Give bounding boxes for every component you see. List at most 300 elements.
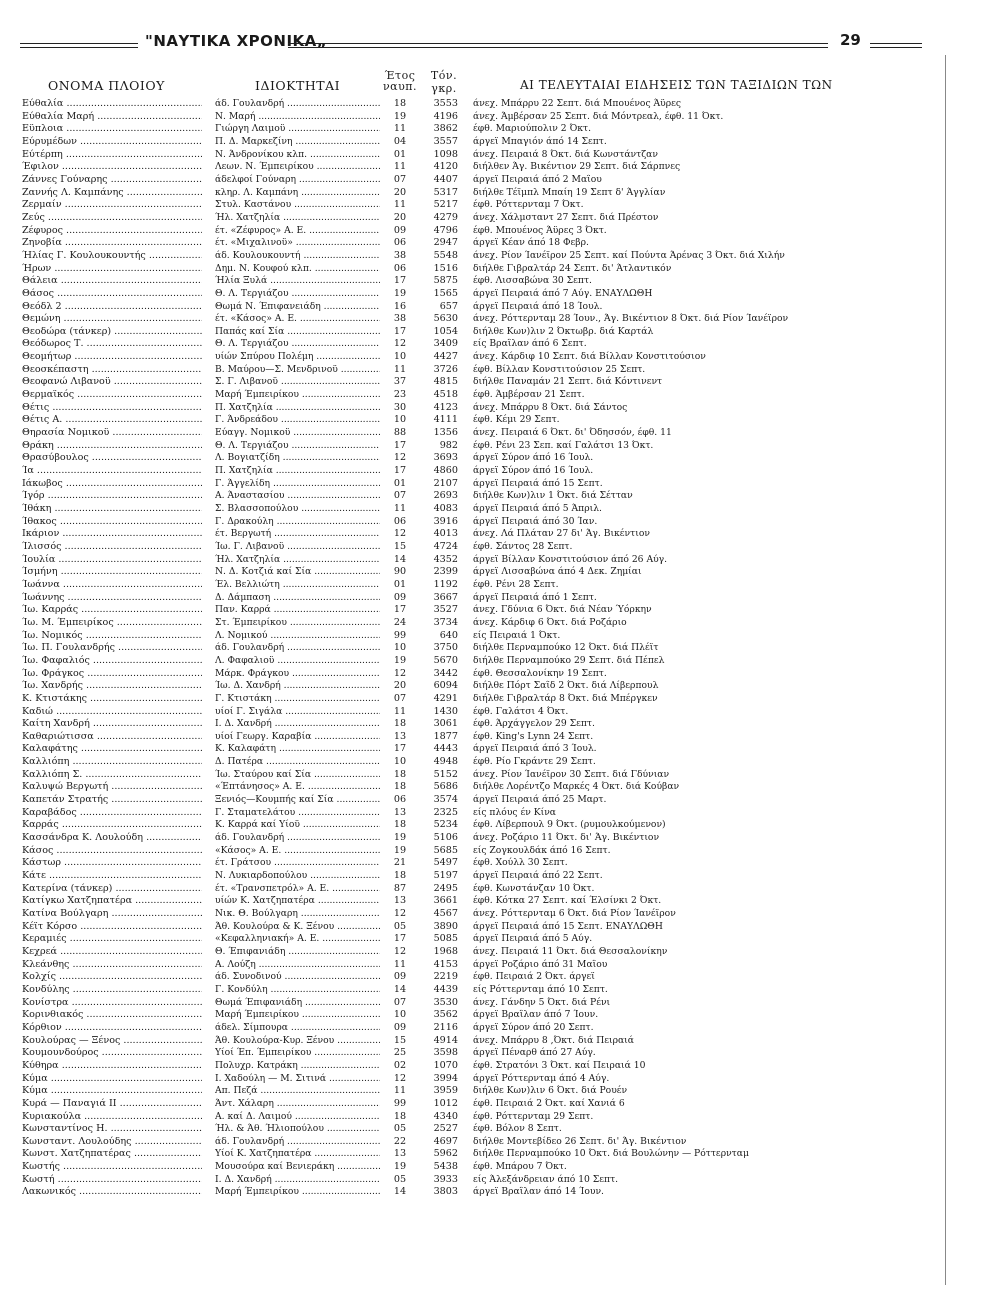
table-row (0, 364, 1000, 377)
ship-owner: άδ. Κουλουκουντή ..... (215, 250, 380, 263)
build-year: 09 (393, 1021, 407, 1033)
table-row (0, 1009, 1000, 1022)
column-header-year-line1: Έτος (384, 69, 416, 82)
gross-tonnage: 5497 (433, 857, 458, 869)
gross-tonnage: 1070 (433, 1059, 458, 1071)
gross-tonnage: 5630 (433, 313, 458, 325)
ship-name: Ήλίας Γ. Κουλουκουντής ..... (22, 250, 202, 263)
latest-voyage-news: άργεϊ Πέναρθ άπό 27 Αύγ. (473, 1047, 596, 1059)
table-row (0, 174, 1000, 187)
latest-voyage-news: άνεχ. Λά Πλάταν 27 δι' Άγ. Βικέντιον (473, 528, 650, 540)
gross-tonnage: 4796 (433, 224, 458, 236)
build-year: 20 (393, 211, 407, 223)
table-row (0, 731, 1000, 744)
table-row (0, 326, 1000, 339)
latest-voyage-news: διήλθε Περναμπούκο 10 Όκτ. διά Βουλώνην — Ρόττερνταμ (473, 1148, 749, 1160)
ship-owner: Λ. Νομικού ..... (215, 630, 380, 643)
build-year: 10 (393, 351, 407, 363)
table-row (0, 1035, 1000, 1048)
ship-owner: Θ. Λ. Τεργιάζου ..... (215, 440, 380, 453)
build-year: 12 (393, 908, 407, 919)
ship-owner: Μαρή Έμπειρίκου ..... (215, 1009, 380, 1022)
gross-tonnage: 3574 (433, 794, 458, 806)
table-row (0, 604, 1000, 617)
ship-name: Κεραμιές ..... (22, 933, 202, 946)
table-row (0, 933, 1000, 946)
ship-owner: Ν. Μαρή ..... (215, 111, 380, 124)
gross-tonnage: 3442 (433, 667, 458, 679)
gross-tonnage: 4815 (433, 376, 458, 388)
build-year: 05 (393, 1123, 407, 1135)
latest-voyage-news: είς Πειραιά 1 Όκτ. (473, 629, 561, 641)
build-year: 06 (393, 794, 407, 806)
gross-tonnage: 2947 (433, 237, 458, 249)
table-row (0, 123, 1000, 136)
ship-owner: Γ. Δρακούλη ..... (215, 516, 380, 529)
latest-voyage-news: άνεχ. Πειραιά 6 Όκτ. δι' Όδησσόν, έφθ. 11 (473, 427, 672, 439)
table-row (0, 465, 1000, 478)
table-row (0, 870, 1000, 883)
build-year: 11 (393, 705, 407, 717)
gross-tonnage: 4567 (433, 908, 458, 919)
gross-tonnage: 1877 (433, 730, 458, 742)
ship-name: Κωστής ..... (22, 1161, 202, 1174)
table-row (0, 237, 1000, 250)
gross-tonnage: 4340 (433, 1110, 458, 1122)
build-year: 11 (393, 958, 407, 970)
gross-tonnage: 2116 (433, 1021, 458, 1033)
ship-name: Κλεάνθης ..... (22, 959, 202, 972)
table-row (0, 921, 1000, 934)
ship-name: Θεόδλ 2 ..... (22, 301, 202, 314)
gross-tonnage: 4120 (433, 161, 458, 173)
header-rule-left (20, 43, 138, 48)
ship-name: Κύμα ..... (22, 1085, 202, 1098)
ship-name: Κατερίνα (τάνκερ) ..... (22, 883, 202, 896)
ship-owner: Παπάς καί Σία ..... (215, 326, 380, 339)
ship-owner: υίοί Γεωργ. Καραβία ..... (215, 731, 380, 744)
table-row (0, 149, 1000, 162)
ship-owner: Δ. Πατέρα ..... (215, 756, 380, 769)
table-row (0, 997, 1000, 1010)
table-row (0, 680, 1000, 693)
ship-name: Θρασύβουλος ..... (22, 452, 202, 465)
latest-voyage-news: άνεχ. Πειραιά 11 Όκτ. διά Θεσσαλονίκην (473, 945, 668, 957)
table-row (0, 136, 1000, 149)
ship-name: Εύθαλία Μαρή ..... (22, 111, 202, 124)
table-row (0, 832, 1000, 845)
ship-name: Έφιλον ..... (22, 161, 202, 174)
gross-tonnage: 4279 (433, 211, 458, 223)
build-year: 07 (393, 490, 407, 502)
table-row (0, 478, 1000, 491)
table-row (0, 756, 1000, 769)
ship-owner: έτ. «Μιχαλινοϋ» ..... (215, 237, 380, 250)
build-year: 17 (393, 933, 407, 945)
ship-owner: Ι. Δ. Χανδρή ..... (215, 718, 380, 731)
ship-name: Ίσμήνη ..... (22, 566, 202, 579)
ship-owner: Γ. Άγγελίδη ..... (215, 478, 380, 491)
latest-voyage-news: άνεχ. Κάρδιφ 6 Όκτ. διά Ροζάριο (473, 616, 627, 628)
table-row (0, 959, 1000, 972)
build-year: 12 (393, 945, 407, 957)
gross-tonnage: 5962 (433, 1148, 458, 1160)
build-year: 09 (393, 971, 407, 983)
latest-voyage-news: άνεχ. Ροζάριο 11 Όκτ. δι' Άγ. Βικέντιον (473, 832, 660, 844)
gross-tonnage: 5217 (433, 199, 458, 211)
gross-tonnage: 1054 (433, 325, 458, 337)
ship-owner: Κ. Καλαφάτη ..... (215, 743, 380, 756)
ship-owner: Απ. Πεζά ..... (215, 1085, 380, 1098)
ship-owner: Ξενιός—Κουμπής καί Σία ..... (215, 794, 380, 807)
gross-tonnage: 4443 (433, 743, 458, 755)
ship-name: Θεμώνη ..... (22, 313, 202, 326)
gross-tonnage: 4013 (433, 528, 458, 540)
ship-owner: Άθ. Κουλούρα & Κ. Ξένου ..... (215, 921, 380, 934)
table-row (0, 845, 1000, 858)
latest-voyage-news: διήλθε Παναμάν 21 Σεπτ. διά Κόντινεντ (473, 376, 663, 388)
gross-tonnage: 3527 (433, 604, 458, 616)
ship-owner: Γ. Κτιστάκη ..... (215, 693, 380, 706)
latest-voyage-news: διήλθε Τέϊμπλ Μπαίη 19 Σεπτ δ' Άγγλίαν (473, 186, 666, 198)
build-year: 25 (393, 1047, 407, 1059)
gross-tonnage: 3862 (433, 123, 458, 135)
table-row (0, 516, 1000, 529)
build-year: 19 (393, 832, 407, 844)
table-row (0, 642, 1000, 655)
build-year: 12 (393, 667, 407, 679)
ship-owner: Κ. Καρρά καί Υίοϋ ..... (215, 819, 380, 832)
ship-owner: άδελ. Σίμπουρα ..... (215, 1022, 380, 1035)
table-row (0, 1060, 1000, 1073)
latest-voyage-news: διήλθε Γιβραλτάρ 8 Όκτ. διά Μπέργκεν (473, 692, 658, 704)
ship-name: Κουλούρας — Ξένος ..... (22, 1035, 202, 1048)
ship-name: Θέτις Α. ..... (22, 414, 202, 427)
table-row (0, 288, 1000, 301)
latest-voyage-news: διήλθε Γιβραλτάρ 24 Σεπτ. δι' Άτλαντικόν (473, 262, 672, 274)
build-year: 90 (393, 566, 407, 578)
build-year: 12 (393, 338, 407, 350)
build-year: 17 (393, 604, 407, 616)
table-row (0, 554, 1000, 567)
ship-name: Ίω. Φαφαλιός ..... (22, 655, 202, 668)
ships-table (0, 98, 1000, 1199)
table-row (0, 199, 1000, 212)
gross-tonnage: 3890 (433, 920, 458, 932)
ship-name: Εύτέρπη ..... (22, 149, 202, 162)
ship-name: Ίω. Μ. Έμπειρίκος ..... (22, 617, 202, 630)
latest-voyage-news: άργεϊ Πειραιά άπό 7 Αύγ. ΕΝΑΥΛΩΘΗ (473, 287, 653, 299)
latest-voyage-news: έφθ. King's Lynn 24 Σεπτ. (473, 730, 594, 742)
ship-name: Κατίγκω Χατζηπατέρα ..... (22, 895, 202, 908)
gross-tonnage: 3562 (433, 1009, 458, 1021)
build-year: 01 (393, 477, 407, 489)
latest-voyage-news: έφθ. Ρίο Γκράντε 29 Σεπτ. (473, 756, 596, 768)
magazine-title: "ΝΑΥΤΙΚΑ ΧΡΟΝΙΚΑ„ (145, 32, 328, 50)
latest-voyage-news: άργεϊ Πειραιά άπό 5 Αύγ. (473, 933, 593, 945)
table-row (0, 883, 1000, 896)
latest-voyage-news: άνεχ. Μπάρρυ 8 Όκτ. διά Σάντος (473, 401, 628, 413)
gross-tonnage: 5685 (433, 844, 458, 856)
table-row (0, 1186, 1000, 1199)
latest-voyage-news: είς Ζογκουλδάκ άπό 16 Σεπτ. (473, 844, 611, 856)
ship-name: Κορινθιακός ..... (22, 1009, 202, 1022)
gross-tonnage: 3933 (433, 1173, 458, 1185)
ship-name: Ζέφυρος ..... (22, 225, 202, 238)
table-row (0, 528, 1000, 541)
table-row (0, 1098, 1000, 1111)
ship-owner: έτ. «Κάσος» Α. Ε. ..... (215, 313, 380, 326)
table-row (0, 1111, 1000, 1124)
ship-owner: Εύαγγ. Νομικοϋ ..... (215, 427, 380, 440)
build-year: 18 (393, 1110, 407, 1122)
build-year: 06 (393, 515, 407, 527)
table-row (0, 718, 1000, 731)
ship-name: Ίουλία ..... (22, 554, 202, 567)
ship-name: Κ. Κτιστάκης ..... (22, 693, 202, 706)
ship-owner: Σ. Γ. Λιβανοϋ ..... (215, 376, 380, 389)
latest-voyage-news: άργεϊ Σύρον άπό 16 Ίουλ. (473, 452, 594, 464)
latest-voyage-news: άργεϊ Ροζάριο άπό 31 Μαΐου (473, 958, 608, 970)
gross-tonnage: 3994 (433, 1072, 458, 1084)
gross-tonnage: 5085 (433, 933, 458, 945)
gross-tonnage: 3959 (433, 1085, 458, 1097)
gross-tonnage: 5197 (433, 870, 458, 882)
ship-owner: Πολυχρ. Κατράκη ..... (215, 1060, 380, 1073)
build-year: 18 (393, 98, 407, 109)
ship-owner: Θ. Λ. Τεργιάζου ..... (215, 288, 380, 301)
ship-name: Κωνσταντ. Λουλούδης ..... (22, 1136, 202, 1149)
latest-voyage-news: έφθ. Μαριούπολιν 2 Όκτ. (473, 123, 591, 135)
build-year: 13 (393, 895, 407, 907)
ship-name: Εύθαλία ..... (22, 98, 202, 111)
build-year: 19 (393, 654, 407, 666)
gross-tonnage: 5317 (433, 186, 458, 198)
table-row (0, 807, 1000, 820)
ship-name: Ίωάννης ..... (22, 592, 202, 605)
build-year: 07 (393, 996, 407, 1008)
gross-tonnage: 4196 (433, 110, 458, 122)
ship-owner: Γ. Κονδύλη ..... (215, 984, 380, 997)
ship-owner: Υίοί Κ. Χατζηπατέρα ..... (215, 1148, 380, 1161)
table-row (0, 250, 1000, 263)
ship-name: Θάσος ..... (22, 288, 202, 301)
build-year: 05 (393, 1173, 407, 1185)
build-year: 14 (393, 1186, 407, 1198)
ship-name: Καίτη Χανδρή ..... (22, 718, 202, 731)
table-row (0, 351, 1000, 364)
ship-name: Καραβάδος ..... (22, 807, 202, 820)
table-row (0, 617, 1000, 630)
gross-tonnage: 5234 (433, 819, 458, 831)
ship-owner: Γ. Άνδρεάδου ..... (215, 414, 380, 427)
latest-voyage-news: άργεϊ Πειραιά άπό 30 Ίαν. (473, 515, 598, 527)
build-year: 11 (393, 363, 407, 375)
ship-name: Θεόδωρος Τ. ..... (22, 338, 202, 351)
ship-owner: Μαρή Έμπειρίκου ..... (215, 389, 380, 402)
latest-voyage-news: άνεχ. Ρίον Ίανέϊρον 25 Σεπτ. καί Πούντα Άρένας 3 Όκτ. διά Χιλήν (473, 249, 785, 261)
ship-name: Καλαφάτης ..... (22, 743, 202, 756)
latest-voyage-news: άργεϊ Πειραιά άπό 15 Σεπτ. ΕΝΑΥΛΩΘΗ (473, 920, 663, 932)
build-year: 02 (393, 1059, 407, 1071)
ship-name: Θερμαϊκός ..... (22, 389, 202, 402)
latest-voyage-news: έφθ. Βόλον 8 Σεπτ. (473, 1123, 562, 1135)
build-year: 19 (393, 1161, 407, 1173)
gross-tonnage: 5106 (433, 832, 458, 844)
ship-name: Κέϊτ Κόρσο ..... (22, 921, 202, 934)
gross-tonnage: 657 (439, 300, 458, 312)
ship-name: Θέτις ..... (22, 402, 202, 415)
build-year: 99 (393, 629, 407, 641)
ship-owner: Λεων. Ν. Έμπειρίκου ..... (215, 161, 380, 174)
ship-owner: Θωμά Έπιφανιάδη ..... (215, 997, 380, 1010)
table-row (0, 1148, 1000, 1161)
ship-owner: Α. καί Δ. Λαιμού ..... (215, 1111, 380, 1124)
ship-name: Καλλιόπη ..... (22, 756, 202, 769)
latest-voyage-news: άργεϊ Ρόττερνταμ άπό 4 Αύγ. (473, 1072, 610, 1084)
ship-owner: υίών Κ. Χατζηπατέρα ..... (215, 895, 380, 908)
latest-voyage-news: έφθ. Ρένι 28 Σεπτ. (473, 578, 559, 590)
build-year: 07 (393, 173, 407, 185)
gross-tonnage: 3557 (433, 135, 458, 147)
ship-owner: Π. Δ. Μαρκεζίνη ..... (215, 136, 380, 149)
latest-voyage-news: έφθ. Γαλάτσι 4 Όκτ. (473, 705, 569, 717)
table-row (0, 668, 1000, 681)
gross-tonnage: 4860 (433, 465, 458, 477)
build-year: 87 (393, 882, 407, 894)
latest-voyage-news: έφθ. Πειραιά 2 Όκτ. καί Χανιά 6 (473, 1097, 625, 1109)
build-year: 01 (393, 578, 407, 590)
gross-tonnage: 2219 (433, 971, 458, 983)
ship-name: Ζάννες Γούναρης ..... (22, 174, 202, 187)
gross-tonnage: 2107 (433, 477, 458, 489)
latest-voyage-news: άργεϊ Μπαγιόν άπό 14 Σεπτ. (473, 135, 607, 147)
latest-voyage-news: άργεϊ Πειραιά άπό 5 Άπριλ. (473, 503, 602, 514)
gross-tonnage: 5875 (433, 275, 458, 287)
ship-name: Ίλισσός ..... (22, 541, 202, 554)
latest-voyage-news: άνεχ. Γδύνια 6 Όκτ. διά Νέαν Ύόρκην (473, 604, 652, 616)
table-row (0, 161, 1000, 174)
latest-voyage-news: έφθ. Λισσαβώνα 30 Σεπτ. (473, 275, 592, 287)
ship-owner: Ήλ. & Άθ. Ήλιοπούλου ..... (215, 1123, 380, 1136)
build-year: 10 (393, 1009, 407, 1021)
ship-owner: Ν. Δ. Κοτζιά καί Σία ..... (215, 566, 380, 579)
ship-owner: Δημ. Ν. Κουφού κλπ. ..... (215, 263, 380, 276)
ship-owner: «Κεφαλληνιακή» Α. Ε. ..... (215, 933, 380, 946)
ship-name: Κύθηρα ..... (22, 1060, 202, 1073)
latest-voyage-news: άργεϊ Πειραιά άπό 3 Ίουλ. (473, 743, 597, 755)
table-row (0, 579, 1000, 592)
build-year: 30 (393, 401, 407, 413)
column-header-year (378, 70, 422, 92)
latest-voyage-news: άργεϊ Πειραιά άπό 15 Σεπτ. (473, 477, 603, 489)
build-year: 14 (393, 553, 407, 565)
latest-voyage-news: είς Άλεξάνδρειαν άπό 10 Σεπτ. (473, 1173, 619, 1185)
table-row (0, 111, 1000, 124)
ship-name: Θράκη ..... (22, 440, 202, 453)
ship-name: Ίω. Φράγκος ..... (22, 668, 202, 681)
gross-tonnage: 1430 (433, 705, 458, 717)
ship-name: Θηρασία Νομικοϋ ..... (22, 427, 202, 440)
ship-name: Κολχίς ..... (22, 971, 202, 984)
ship-owner: Α. Άναστασίου ..... (215, 490, 380, 503)
ship-name: Θεοσκέπαστη ..... (22, 364, 202, 377)
ship-owner: Θ. Έπιφανιάδη ..... (215, 946, 380, 959)
gross-tonnage: 4948 (433, 756, 458, 768)
ship-name: Κατίνα Βούλγαρη ..... (22, 908, 202, 921)
gross-tonnage: 3750 (433, 642, 458, 654)
column-header-name: ΟΝΟΜΑ ΠΛΟΙΟΥ (48, 78, 165, 93)
ship-name: Ζεύς ..... (22, 212, 202, 225)
table-row (0, 1073, 1000, 1086)
build-year: 23 (393, 389, 407, 401)
build-year: 19 (393, 844, 407, 856)
latest-voyage-news: άργεϊ Πειραιά άπό 18 Ίουλ. (473, 300, 603, 312)
table-row (0, 908, 1000, 921)
build-year: 16 (393, 300, 407, 312)
gross-tonnage: 5548 (433, 249, 458, 261)
ship-name: Κόρθιον ..... (22, 1022, 202, 1035)
gross-tonnage: 4914 (433, 1034, 458, 1046)
gross-tonnage: 3553 (433, 98, 458, 109)
build-year: 12 (393, 528, 407, 540)
ship-owner: Ίω. Δ. Χανδρή ..... (215, 680, 380, 693)
table-row (0, 98, 1000, 111)
gross-tonnage: 4697 (433, 1135, 458, 1147)
ship-name: Καδιώ ..... (22, 706, 202, 719)
build-year: 04 (393, 135, 407, 147)
ship-name: Θεοφανώ Λιβανοϋ ..... (22, 376, 202, 389)
ship-name: Ία ..... (22, 465, 202, 478)
build-year: 06 (393, 237, 407, 249)
table-row (0, 781, 1000, 794)
table-row (0, 706, 1000, 719)
gross-tonnage: 2399 (433, 566, 458, 578)
header-rule-right (288, 43, 828, 48)
ship-owner: άδ. Γουλανδρή ..... (215, 1136, 380, 1149)
build-year: 19 (393, 287, 407, 299)
table-row (0, 566, 1000, 579)
latest-voyage-news: άργεϊ Σύρον άπό 20 Σεπτ. (473, 1021, 594, 1033)
ship-name: Θεομήτωρ ..... (22, 351, 202, 364)
ship-name: Ίω. Π. Γουλανδρής ..... (22, 642, 202, 655)
table-row (0, 857, 1000, 870)
gross-tonnage: 4123 (433, 401, 458, 413)
latest-voyage-news: έφθ. Κότκα 27 Σεπτ. καί Έλσίνκι 2 Όκτ. (473, 895, 662, 907)
latest-voyage-news: διήλθε Περναμπούκο 29 Σεπτ. διά Πέπελ (473, 654, 665, 666)
ship-name: Εύρυμέδων ..... (22, 136, 202, 149)
table-row (0, 414, 1000, 427)
gross-tonnage: 4083 (433, 503, 458, 514)
table-row (0, 984, 1000, 997)
gross-tonnage: 4724 (433, 540, 458, 552)
build-year: 09 (393, 591, 407, 603)
ship-name: Ίω. Νομικός ..... (22, 630, 202, 643)
latest-voyage-news: άργεϊ Βραΐλαν άπό 7 Ίουν. (473, 1009, 599, 1021)
ship-owner: κληρ. Λ. Καμπάνη ..... (215, 187, 380, 200)
build-year: 01 (393, 148, 407, 160)
ship-name: Κωνστ. Χατζηπατέρας ..... (22, 1148, 202, 1161)
table-row (0, 1022, 1000, 1035)
ship-owner: Π. Χατζηλία ..... (215, 402, 380, 415)
ship-name: Καπετάν Στρατής ..... (22, 794, 202, 807)
ship-owner: Άντ. Χάλαρη ..... (215, 1098, 380, 1111)
gross-tonnage: 5438 (433, 1161, 458, 1173)
table-row (0, 427, 1000, 440)
build-year: 11 (393, 1085, 407, 1097)
latest-voyage-news: άργεϊ Πειραιά άπό 2 Μαΐου (473, 173, 602, 185)
build-year: 18 (393, 819, 407, 831)
